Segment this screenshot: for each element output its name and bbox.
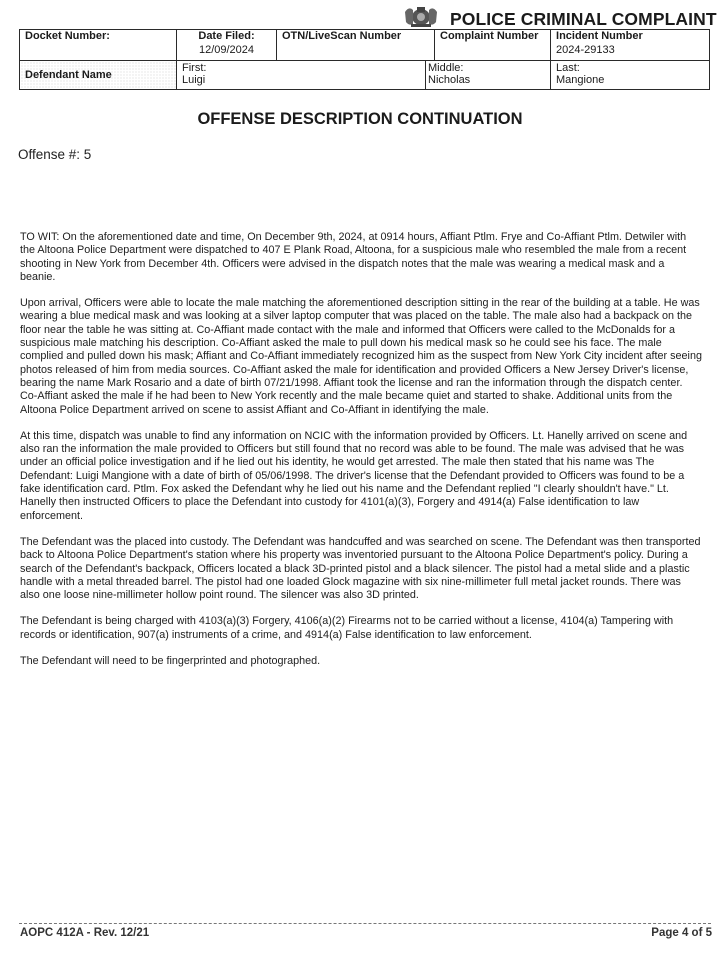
middle-name-cell (426, 61, 551, 90)
docket-number-label: Docket Number: (25, 30, 110, 42)
last-name-value: Mangione (556, 74, 605, 86)
date-filed-label: Date Filed: (198, 30, 255, 42)
offense-number: Offense #: 5 (18, 147, 92, 162)
first-name-label: First: (182, 62, 207, 74)
defendant-name-cell (20, 61, 177, 90)
incident-number-value: 2024-29133 (556, 44, 615, 56)
complaint-number-cell (435, 30, 551, 61)
middle-name-value: Nicholas (428, 74, 471, 86)
docket-number-cell (20, 30, 177, 61)
narrative-paragraph: The Defendant was the placed into custody. The Defendant was handcuffed and was searched on scene. The Defendant was then transported back to Altoona Police Department's station where his property was inventoried pursuant to the Altoona Police Department's policy. During a search of the Defendant's backpack, Officers located a black 3D-printed pistol and a black silencer. The pistol had a metal slide and a plastic handle with a metal threaded barrel. The pistol had one loaded Glock magazine with six nine-millimeter full metal jacket rounds. There was also one loose nine-millimeter hollow point round. The silencer was also 3D printed. (20, 535, 701, 602)
narrative-paragraph: Upon arrival, Officers were able to locate the male matching the aforementioned description sitting in the rear of the building at a table. He was wearing a blue medical mask and was looking at a silver laptop computer that was placed on the table. The male also had a backpack on the floor near the table he was sitting at. Co-Affiant made contact with the male and informed that Officers were called to the McDonalds for a suspicious male matching his description. Co-Affiant asked the male to pull down his medical mask so he could see his face. The male complied and pulled down his mask; Affiant and Co-Affiant immediately recognized him as the suspect from New York City incident after seeing photos released of him from media sources. Co-Affiant asked the male for identification and provided Officers a New Jersey Driver's license, bearing the name Mark Rosario and a date of birth 07/21/1998. Affiant took the license and ran the information through the dispatch center. Co-Affiant asked the male if he had been to New York recently and the male became quiet and started to shake. Additional units from the Altoona Police Department arrived on scene to assist Affiant and Co-Affiant in identifying the male. (20, 297, 702, 416)
narrative-paragraph: At this time, dispatch was unable to find any information on NCIC with the information provided by Officers. Lt. Hanelly arrived on scene and also ran the information the male provided to Officers but still found that no record was able to be found. The male was advised that he was under an official police investigation and if he lied out his identity, he would get arrested. The male then stated that his name was The Defendant: Luigi Mangione with a date of birth of 05/06/1998. The driver's license that the Defendant provided to Officers was found to be a fake identification card. Ptlm. Fox asked the Defendant why he lied out his name and the Defendant replied "I clearly shouldn't have." Lt. Hanelly then instructed Officers to place the Defendant into custody for 4101(a)(3), Forgery and 4914(a) False identification to law enforcement. (20, 429, 688, 522)
last-name-label: Last: (556, 62, 580, 74)
section-title: OFFENSE DESCRIPTION CONTINUATION (197, 110, 523, 128)
narrative-paragraph: The Defendant is being charged with 4103(a)(3) Forgery, 4106(a)(2) Firearms not to be carried without a license, 4104(a) Tampering with records or identification, 907(a) instruments of a crime, and 4914(a) False identification to law enforcement. (20, 615, 674, 641)
form-code: AOPC 412A - Rev. 12/21 (20, 927, 150, 939)
page-number: Page 4 of 5 (651, 927, 712, 939)
date-filed-value: 12/09/2024 (198, 44, 255, 56)
incident-number-cell (551, 30, 710, 61)
otn-cell (277, 30, 435, 61)
last-name-cell (551, 61, 710, 90)
form-title: POLICE CRIMINAL COMPLAINT (450, 9, 717, 29)
case-info-table (19, 29, 710, 90)
first-name-value: Luigi (182, 74, 206, 86)
complaint-number-label: Complaint Number (440, 30, 539, 42)
otn-label: OTN/LiveScan Number (282, 30, 402, 42)
incident-number-label: Incident Number (556, 30, 643, 42)
middle-name-label: Middle: (428, 62, 464, 74)
defendant-name-label: Defendant Name (25, 69, 112, 81)
footer-divider (19, 923, 711, 924)
first-name-cell (177, 61, 426, 90)
date-filed-cell (177, 30, 277, 61)
pennsylvania-seal-icon (403, 2, 439, 28)
offense-narrative (20, 231, 702, 681)
narrative-paragraph: TO WIT: On the aforementioned date and time, On December 9th, 2024, at 0914 hours, Affiant Ptlm. Frye and Co-Affiant Ptlm. Detwiler with the Altoona Police Department were dispatched to 407 E Plank Road, Altoona, for a suspicious male who resembled the male from a recent shooting in New York from December 4th. Officers were advised in the dispatch notes that the male was wearing a medical mask and a beanie. (20, 231, 687, 283)
narrative-paragraph: The Defendant will need to be fingerprinted and photographed. (20, 655, 321, 668)
